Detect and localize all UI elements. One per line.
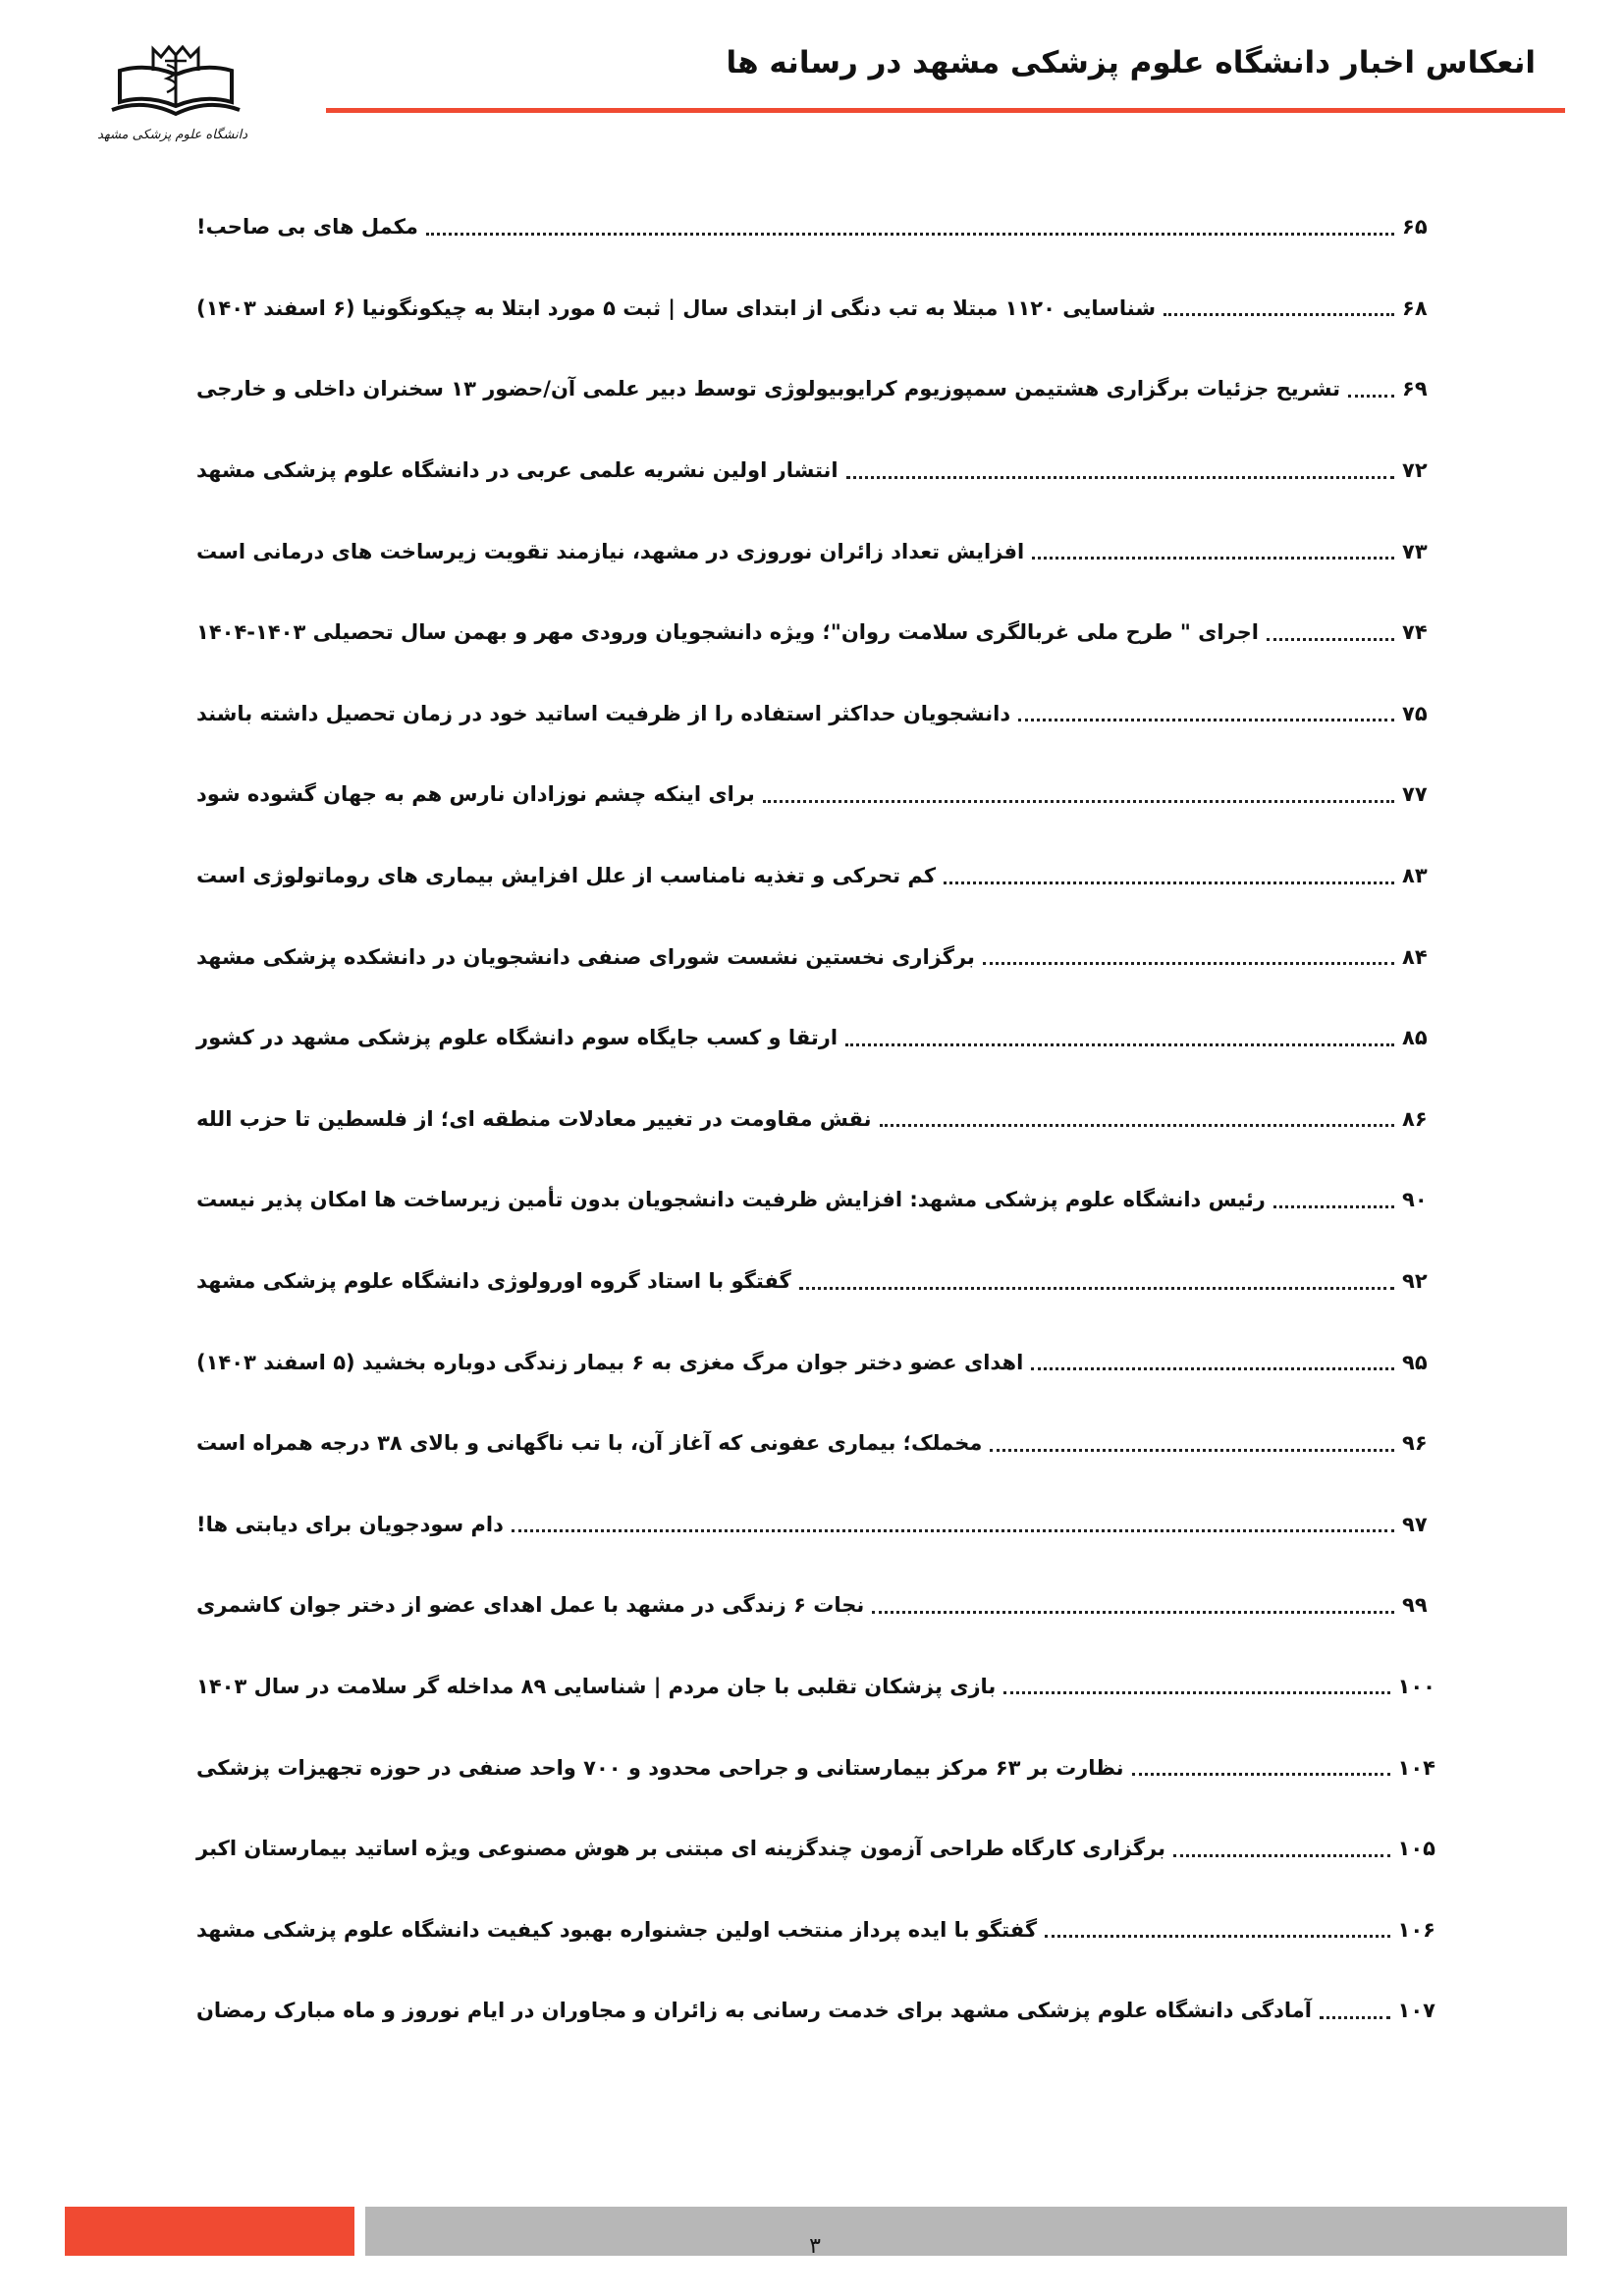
- toc-entry[interactable]: [196, 916, 1435, 997]
- footer-red-bar: [65, 2207, 354, 2256]
- logo-caption: دانشگاه علوم پزشکی مشهد: [97, 128, 247, 142]
- header-divider: [326, 108, 1565, 113]
- toc-leader-dots: [872, 1611, 1394, 1614]
- toc-entry[interactable]: [196, 348, 1435, 430]
- toc-entry-page: ۹۹: [1402, 1593, 1428, 1618]
- toc-leader-dots: [880, 1124, 1394, 1127]
- toc-entry[interactable]: [196, 673, 1435, 755]
- toc-leader-dots: [1132, 1773, 1390, 1776]
- toc-entry-page: ۸۳: [1402, 864, 1428, 888]
- toc-entry-page: ۹۰: [1402, 1188, 1428, 1212]
- toc-entry-title: نظارت بر ۶۳ مرکز بیمارستانی و جراحی محدود و ۷۰۰ واحد صنفی در حوزه تجهیزات پزشکی: [196, 1755, 1124, 1780]
- toc-entry-page: ۹۵: [1402, 1350, 1428, 1374]
- toc-entry-title: بازی پزشکان تقلبی با جان مردم | شناسایی ۸۹ مداخله گر سلامت در سال ۱۴۰۳: [196, 1674, 997, 1698]
- toc-entry-title: اجرای " طرح ملی غربالگری سلامت روان"؛ ویژه دانشجویان ورودی مهر و بهمن سال تحصیلی ۱۴۰۳-۱۴۰۴: [196, 620, 1259, 645]
- toc-leader-dots: [1018, 719, 1394, 721]
- toc-leader-dots: [512, 1529, 1394, 1532]
- toc-entry-title: برگزاری کارگاه طراحی آزمون چندگزینه ای مبتنی بر هوش مصنوعی ویژه اساتید بیمارستان اکبر: [196, 1837, 1165, 1861]
- toc-entry[interactable]: [196, 510, 1435, 592]
- toc-entry[interactable]: [196, 1889, 1435, 1970]
- toc-entry-title: نقش مقاومت در تغییر معادلات منطقه ای؛ از فلسطین تا حزب الله: [196, 1106, 872, 1131]
- toc-entry-page: ۶۹: [1402, 377, 1428, 401]
- toc-entry-page: ۷۵: [1402, 701, 1428, 725]
- toc-entry-title: گفتگو با ایده پرداز منتخب اولین جشنواره بهبود کیفیت دانشگاه علوم پزشکی مشهد: [196, 1917, 1038, 1942]
- toc-entry[interactable]: [196, 1808, 1435, 1890]
- toc-leader-dots: [799, 1287, 1394, 1290]
- toc-entry-page: ۷۷: [1402, 782, 1428, 807]
- toc-entry-page: ۱۰۶: [1397, 1917, 1435, 1942]
- toc-entry-page: ۷۳: [1402, 539, 1428, 563]
- toc-leader-dots: [846, 476, 1394, 479]
- toc-leader-dots: [1031, 1367, 1394, 1370]
- toc-entry-page: ۱۰۰: [1397, 1674, 1435, 1698]
- toc-leader-dots: [1003, 1691, 1389, 1694]
- toc-leader-dots: [845, 1043, 1394, 1046]
- toc-leader-dots: [1045, 1935, 1390, 1938]
- toc-leader-dots: [1320, 2016, 1390, 2019]
- toc-leader-dots: [1348, 395, 1394, 398]
- toc-entry-title: برگزاری نخستین نشست شورای صنفی دانشجویان در دانشکده پزشکی مشهد: [196, 944, 975, 969]
- toc-entry-title: مخملک؛ بیماری عفونی که آغاز آن، با تب ناگهانی و بالای ۳۸ درجه همراه است: [196, 1431, 983, 1456]
- toc-entry-title: آمادگی دانشگاه علوم پزشکی مشهد برای خدمت رسانی به زائران و مجاوران در ایام نوروز و ماه مبارک رمضان: [196, 1999, 1312, 2023]
- toc-entry-title: گفتگو با استاد گروه اورولوژی دانشگاه علوم پزشکی مشهد: [196, 1269, 791, 1294]
- toc-entry[interactable]: [196, 1484, 1435, 1566]
- toc-entry-page: ۹۲: [1402, 1269, 1428, 1294]
- toc-entry[interactable]: [196, 268, 1435, 349]
- toc-entry-page: ۸۴: [1402, 944, 1428, 969]
- toc-entry-page: ۷۴: [1402, 620, 1428, 645]
- toc-entry[interactable]: [196, 1970, 1435, 2052]
- page-number: ۳: [809, 2234, 821, 2259]
- toc-leader-dots: [990, 1449, 1394, 1452]
- toc-leader-dots: [1273, 1205, 1394, 1208]
- toc-entry[interactable]: [196, 1159, 1435, 1241]
- toc-entry[interactable]: [196, 754, 1435, 835]
- toc-entry-title: کم تحرکی و تغذیه نامناسب از علل افزایش بیماری های روماتولوژی است: [196, 864, 937, 888]
- toc-entry[interactable]: [196, 1646, 1435, 1728]
- toc-entry-page: ۷۲: [1402, 458, 1428, 483]
- footer-gray-bar: [365, 2207, 1567, 2256]
- toc-entry[interactable]: [196, 1321, 1435, 1403]
- toc-entry[interactable]: [196, 1727, 1435, 1808]
- toc-entry[interactable]: [196, 1079, 1435, 1160]
- toc-entry-title: ارتقا و کسب جایگاه سوم دانشگاه علوم پزشکی مشهد در کشور: [196, 1026, 839, 1050]
- toc-entry-title: افزایش تعداد زائران نوروزی در مشهد، نیازمند تقویت زیرساخت های درمانی است: [196, 539, 1025, 563]
- toc-leader-dots: [426, 233, 1394, 236]
- toc-entry-title: برای اینکه چشم نوزادان نارس هم به جهان گشوده شود: [196, 782, 755, 807]
- toc-entry-page: ۱۰۷: [1397, 1999, 1435, 2023]
- toc-leader-dots: [944, 881, 1394, 884]
- toc-entry-title: دام سودجویان برای دیابتی ها!: [196, 1512, 504, 1536]
- toc-entry-title: تشریح جزئیات برگزاری هشتیمن سمپوزیوم کرایوبیولوژی توسط دبیر علمی آن/حضور ۱۳ سخنران داخلی و خارجی: [196, 377, 1340, 401]
- toc-entry-title: اهدای عضو دختر جوان مرگ مغزی به ۶ بیمار زندگی دوباره بخشید (۵ اسفند ۱۴۰۳): [196, 1350, 1024, 1374]
- toc-entry[interactable]: [196, 187, 1435, 268]
- toc-entry-page: ۹۷: [1402, 1512, 1428, 1536]
- toc-leader-dots: [1032, 557, 1394, 560]
- toc-leader-dots: [763, 800, 1394, 803]
- toc-entry-title: مکمل های بی صاحب!: [196, 215, 418, 240]
- toc-entry-title: شناسایی ۱۱۲۰ مبتلا به تب دنگی از ابتدای سال | ثبت ۵ مورد ابتلا به چیکونگونیا (۶ اسفند ۱۴۰۳): [196, 295, 1157, 320]
- toc-entry-page: ۸۶: [1402, 1106, 1428, 1131]
- table-of-contents: [196, 187, 1435, 2052]
- toc-entry[interactable]: [196, 592, 1435, 673]
- university-logo: [97, 41, 249, 164]
- toc-entry[interactable]: [196, 430, 1435, 511]
- toc-entry-page: ۱۰۴: [1397, 1755, 1435, 1780]
- toc-entry-title: نجات ۶ زندگی در مشهد با عمل اهدای عضو از دختر جوان کاشمری: [196, 1593, 865, 1618]
- toc-leader-dots: [1164, 313, 1394, 316]
- toc-entry-page: ۶۵: [1402, 215, 1428, 240]
- toc-entry[interactable]: [196, 1565, 1435, 1646]
- toc-entry-title: دانشجویان حداکثر استفاده را از ظرفیت اساتید خود در زمان تحصیل داشته باشند: [196, 701, 1011, 725]
- toc-leader-dots: [1173, 1854, 1390, 1857]
- toc-entry-page: ۹۶: [1402, 1431, 1428, 1456]
- page-title: انعکاس اخبار دانشگاه علوم پزشکی مشهد در رسانه ها: [726, 45, 1536, 80]
- toc-entry[interactable]: [196, 1241, 1435, 1322]
- toc-entry[interactable]: [196, 835, 1435, 917]
- toc-entry-title: رئیس دانشگاه علوم پزشکی مشهد: افزایش ظرفیت دانشجویان بدون تأمین زیرساخت ها امکان پذیر نیست: [196, 1188, 1266, 1212]
- toc-entry-page: ۸۵: [1402, 1026, 1428, 1050]
- toc-entry-page: ۶۸: [1402, 295, 1428, 320]
- toc-entry[interactable]: [196, 997, 1435, 1079]
- toc-entry-title: انتشار اولین نشریه علمی عربی در دانشگاه علوم پزشکی مشهد: [196, 458, 839, 483]
- toc-leader-dots: [983, 962, 1394, 965]
- university-emblem-icon: [102, 41, 249, 130]
- toc-entry[interactable]: [196, 1403, 1435, 1484]
- toc-leader-dots: [1267, 638, 1394, 641]
- toc-entry-page: ۱۰۵: [1397, 1837, 1435, 1861]
